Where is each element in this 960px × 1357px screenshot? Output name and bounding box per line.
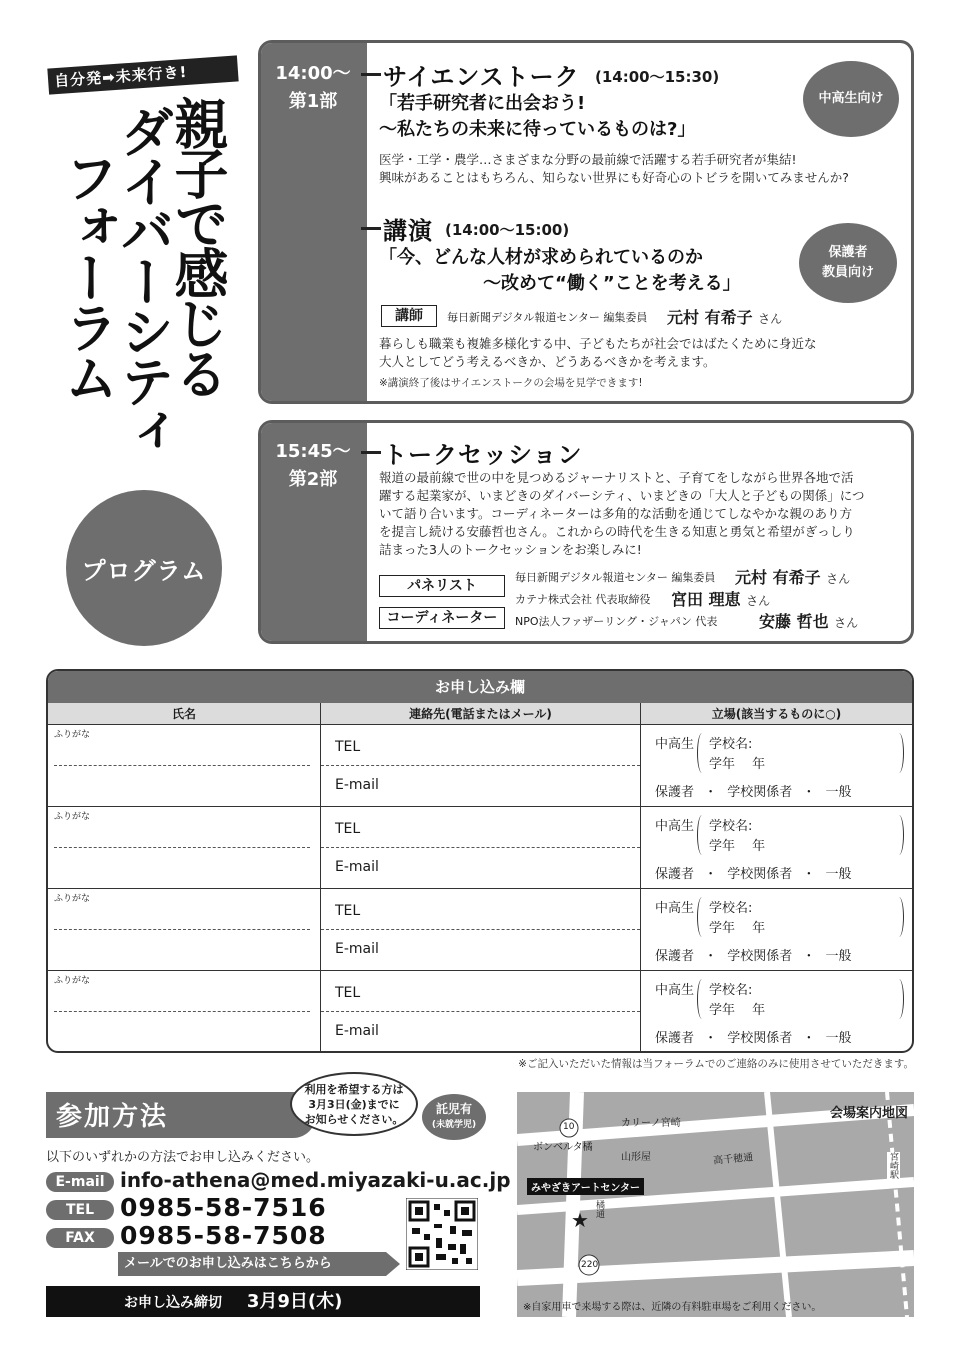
fax-label: FAX xyxy=(46,1228,114,1248)
status-cell[interactable]: 中高生 学校名: 学年 年 保護者 ・ 学校関係者 ・ 一般 xyxy=(641,889,912,970)
title-col-1: 親子で感じる xyxy=(166,96,229,396)
form-title: お申し込み欄 xyxy=(48,671,912,703)
contact-cell[interactable]: TEL E-mail xyxy=(321,725,641,806)
privacy-note: ※ご記入いただいた情報は当フォーラムでのご連絡のみに使用させていただきます。 xyxy=(518,1058,914,1070)
form-row xyxy=(48,807,912,889)
lecture-heading: 講演 xyxy=(383,217,433,245)
talk-body-4: を提言し続ける安藤哲也さん。これからの時代を生きる知恵と勇気と希望がぎっしり xyxy=(379,524,855,539)
panelist2-org: カテナ株式会社 代表取締役 xyxy=(515,593,651,606)
venue-map xyxy=(517,1092,914,1317)
application-form xyxy=(46,669,914,1053)
target-bubble-students: 中高生向け xyxy=(803,61,899,137)
part1-label: 第1部 xyxy=(288,91,338,112)
tel-number[interactable]: 0985-58-7516 xyxy=(120,1193,327,1222)
venue-label: みやざきアートセンター xyxy=(527,1178,644,1195)
science-body-1: 医学・工学・農学…さまざまな分野の最前線で活躍する若手研究者が集結! xyxy=(379,152,797,167)
mail-link[interactable]: メールでのお申し込みはこちらから xyxy=(118,1252,386,1276)
dash xyxy=(361,227,381,230)
science-heading: サイエンストーク xyxy=(383,63,580,91)
name-cell[interactable]: ふりがな xyxy=(48,971,321,1053)
lecture-quote-1: 「今、どんな人材が求められているのか xyxy=(379,247,703,268)
name-cell[interactable]: ふりがな xyxy=(48,807,321,888)
status-cell[interactable]: 中高生 学校名: 学年 年 保護者 ・ 学校関係者 ・ 一般 xyxy=(641,725,912,806)
email-address[interactable]: info-athena@med.miyazaki-u.ac.jp xyxy=(120,1168,511,1192)
lecture-quote-2: 〜改めて“働く”ことを考える」 xyxy=(483,273,741,294)
bonbelta-label: ボンベルタ橘 xyxy=(533,1142,593,1153)
venue-star-icon: ★ xyxy=(571,1208,589,1232)
lecture-body-1: 暮らしも職業も複雑多様化する中、子どもたちが社会ではばたくために身近な xyxy=(379,336,817,351)
part2-time: 15:45〜 xyxy=(275,441,351,462)
route-220: 220 xyxy=(581,1260,599,1270)
tagline: 自分発➡未来行き! xyxy=(47,55,238,94)
col-name-header: 氏名 xyxy=(48,703,321,724)
science-quote-2: 〜私たちの未来に待っているものは?」 xyxy=(379,119,696,140)
route-10: 10 xyxy=(563,1122,575,1132)
form-row xyxy=(48,725,912,807)
contact-cell[interactable]: TEL E-mail xyxy=(321,807,641,888)
qr-code-icon[interactable] xyxy=(406,1198,478,1270)
talk-body-5: 詰まった3人のトークセッションをお楽しみに! xyxy=(379,542,642,557)
col-status-header: 立場(該当するものに○) xyxy=(711,707,842,721)
science-body-2: 興味があることはもちろん、知らない世界にも好奇心のトビラを開いてみませんか? xyxy=(379,170,849,185)
yamakataya-label: 山形屋 xyxy=(621,1152,651,1163)
lecture-body-2: 大人としてどう考えるべきか、どうあるべきかを考えます。 xyxy=(379,354,716,369)
name-cell[interactable]: ふりがな xyxy=(48,889,321,970)
col-contact-header: 連絡先(電話またはメール) xyxy=(321,703,641,724)
email-label: E-mail xyxy=(46,1172,114,1192)
speaker-label: 講師 xyxy=(381,305,437,327)
contact-cell[interactable]: TEL E-mail xyxy=(321,971,641,1053)
map-roads xyxy=(517,1092,914,1317)
karino-label: カリーノ宮崎 xyxy=(621,1118,681,1129)
status-cell[interactable]: 中高生 学校名: 学年 年 保護者 ・ 学校関係者 ・ 一般 xyxy=(641,971,912,1053)
apply-heading: 参加方法 xyxy=(56,1102,169,1132)
coordinator-label: コーディネーター xyxy=(379,607,505,629)
status-cell[interactable]: 中高生 学校名: 学年 年 保護者 ・ 学校関係者 ・ 一般 xyxy=(641,807,912,888)
science-time: (14:00〜15:30) xyxy=(595,68,720,86)
science-quote-1: 「若手研究者に出会おう! xyxy=(379,93,586,114)
talk-body-2: 躍する起業家が、いまどきのダイバーシティ、いまどきの「大人と子どもの関係」につ xyxy=(379,488,865,503)
dash xyxy=(361,451,381,454)
program-circle: プログラム xyxy=(66,490,222,646)
tel-label: TEL xyxy=(46,1200,114,1220)
lecture-note: ※講演終了後はサイエンストークの会場を見学できます! xyxy=(379,377,643,389)
title-col-3: フォーラム xyxy=(56,150,119,400)
contact-cell[interactable]: TEL E-mail xyxy=(321,889,641,970)
deadline-bar: お申し込み締切 3月9日(木) xyxy=(46,1286,480,1317)
talk-heading: トークセッション xyxy=(383,441,583,469)
map-title: 会場案内地図 xyxy=(829,1106,908,1121)
apply-intro: 以下のいずれかの方法でお申し込みください。 xyxy=(46,1150,320,1165)
lecture-time: (14:00〜15:00) xyxy=(445,221,570,239)
target-bubble-parents: 保護者 教員向け xyxy=(799,223,897,303)
panelist2-name: 宮田 理恵 さん xyxy=(671,590,771,609)
talk-body-3: いて語り合います。コーディネーターは多角的な活動を通じてしなやかな親のあり方 xyxy=(379,506,853,521)
part2-label: 第2部 xyxy=(288,469,338,490)
arrow-right-icon xyxy=(386,1252,400,1276)
panelist1-org: 毎日新聞デジタル報道センター 編集委員 xyxy=(515,571,716,584)
talk-body-1: 報道の最前線で世の中を見つめるジャーナリストと、子育てをしながら世界各地で活 xyxy=(379,470,854,485)
childcare-badge: 託児有 (未就学児) xyxy=(422,1094,486,1140)
tachibana-label: 橘通 xyxy=(594,1200,604,1218)
coordinator-org: NPO法人ファザーリング・ジャパン 代表 xyxy=(515,615,718,628)
childcare-bubble: 利用を希望する方は 3月3日(金)までに お知らせください。 xyxy=(290,1072,418,1136)
form-row xyxy=(48,889,912,971)
name-cell[interactable]: ふりがな xyxy=(48,725,321,806)
form-row xyxy=(48,971,912,1053)
coordinator-name: 安藤 哲也 さん xyxy=(759,612,859,631)
dash xyxy=(361,73,381,76)
takachiho-label: 高千穂通 xyxy=(712,1152,754,1167)
panelist-label: パネリスト xyxy=(379,575,505,597)
fax-number: 0985-58-7508 xyxy=(120,1221,327,1250)
speaker-name: 元村 有希子 さん xyxy=(667,308,783,327)
form-header xyxy=(48,703,912,725)
part2-box xyxy=(258,420,914,644)
speaker-org: 毎日新聞デジタル報道センター 編集委員 xyxy=(447,311,648,324)
part1-time: 14:00〜 xyxy=(275,63,351,84)
station-label: 宮崎駅 xyxy=(888,1152,898,1179)
title-col-2: ダイバーシティ xyxy=(112,104,175,454)
part1-box xyxy=(258,40,914,404)
panelist1-name: 元村 有希子 さん xyxy=(735,568,851,587)
parking-note: ※自家用車で来場する際は、近隣の有料駐車場をご利用ください。 xyxy=(523,1302,822,1313)
